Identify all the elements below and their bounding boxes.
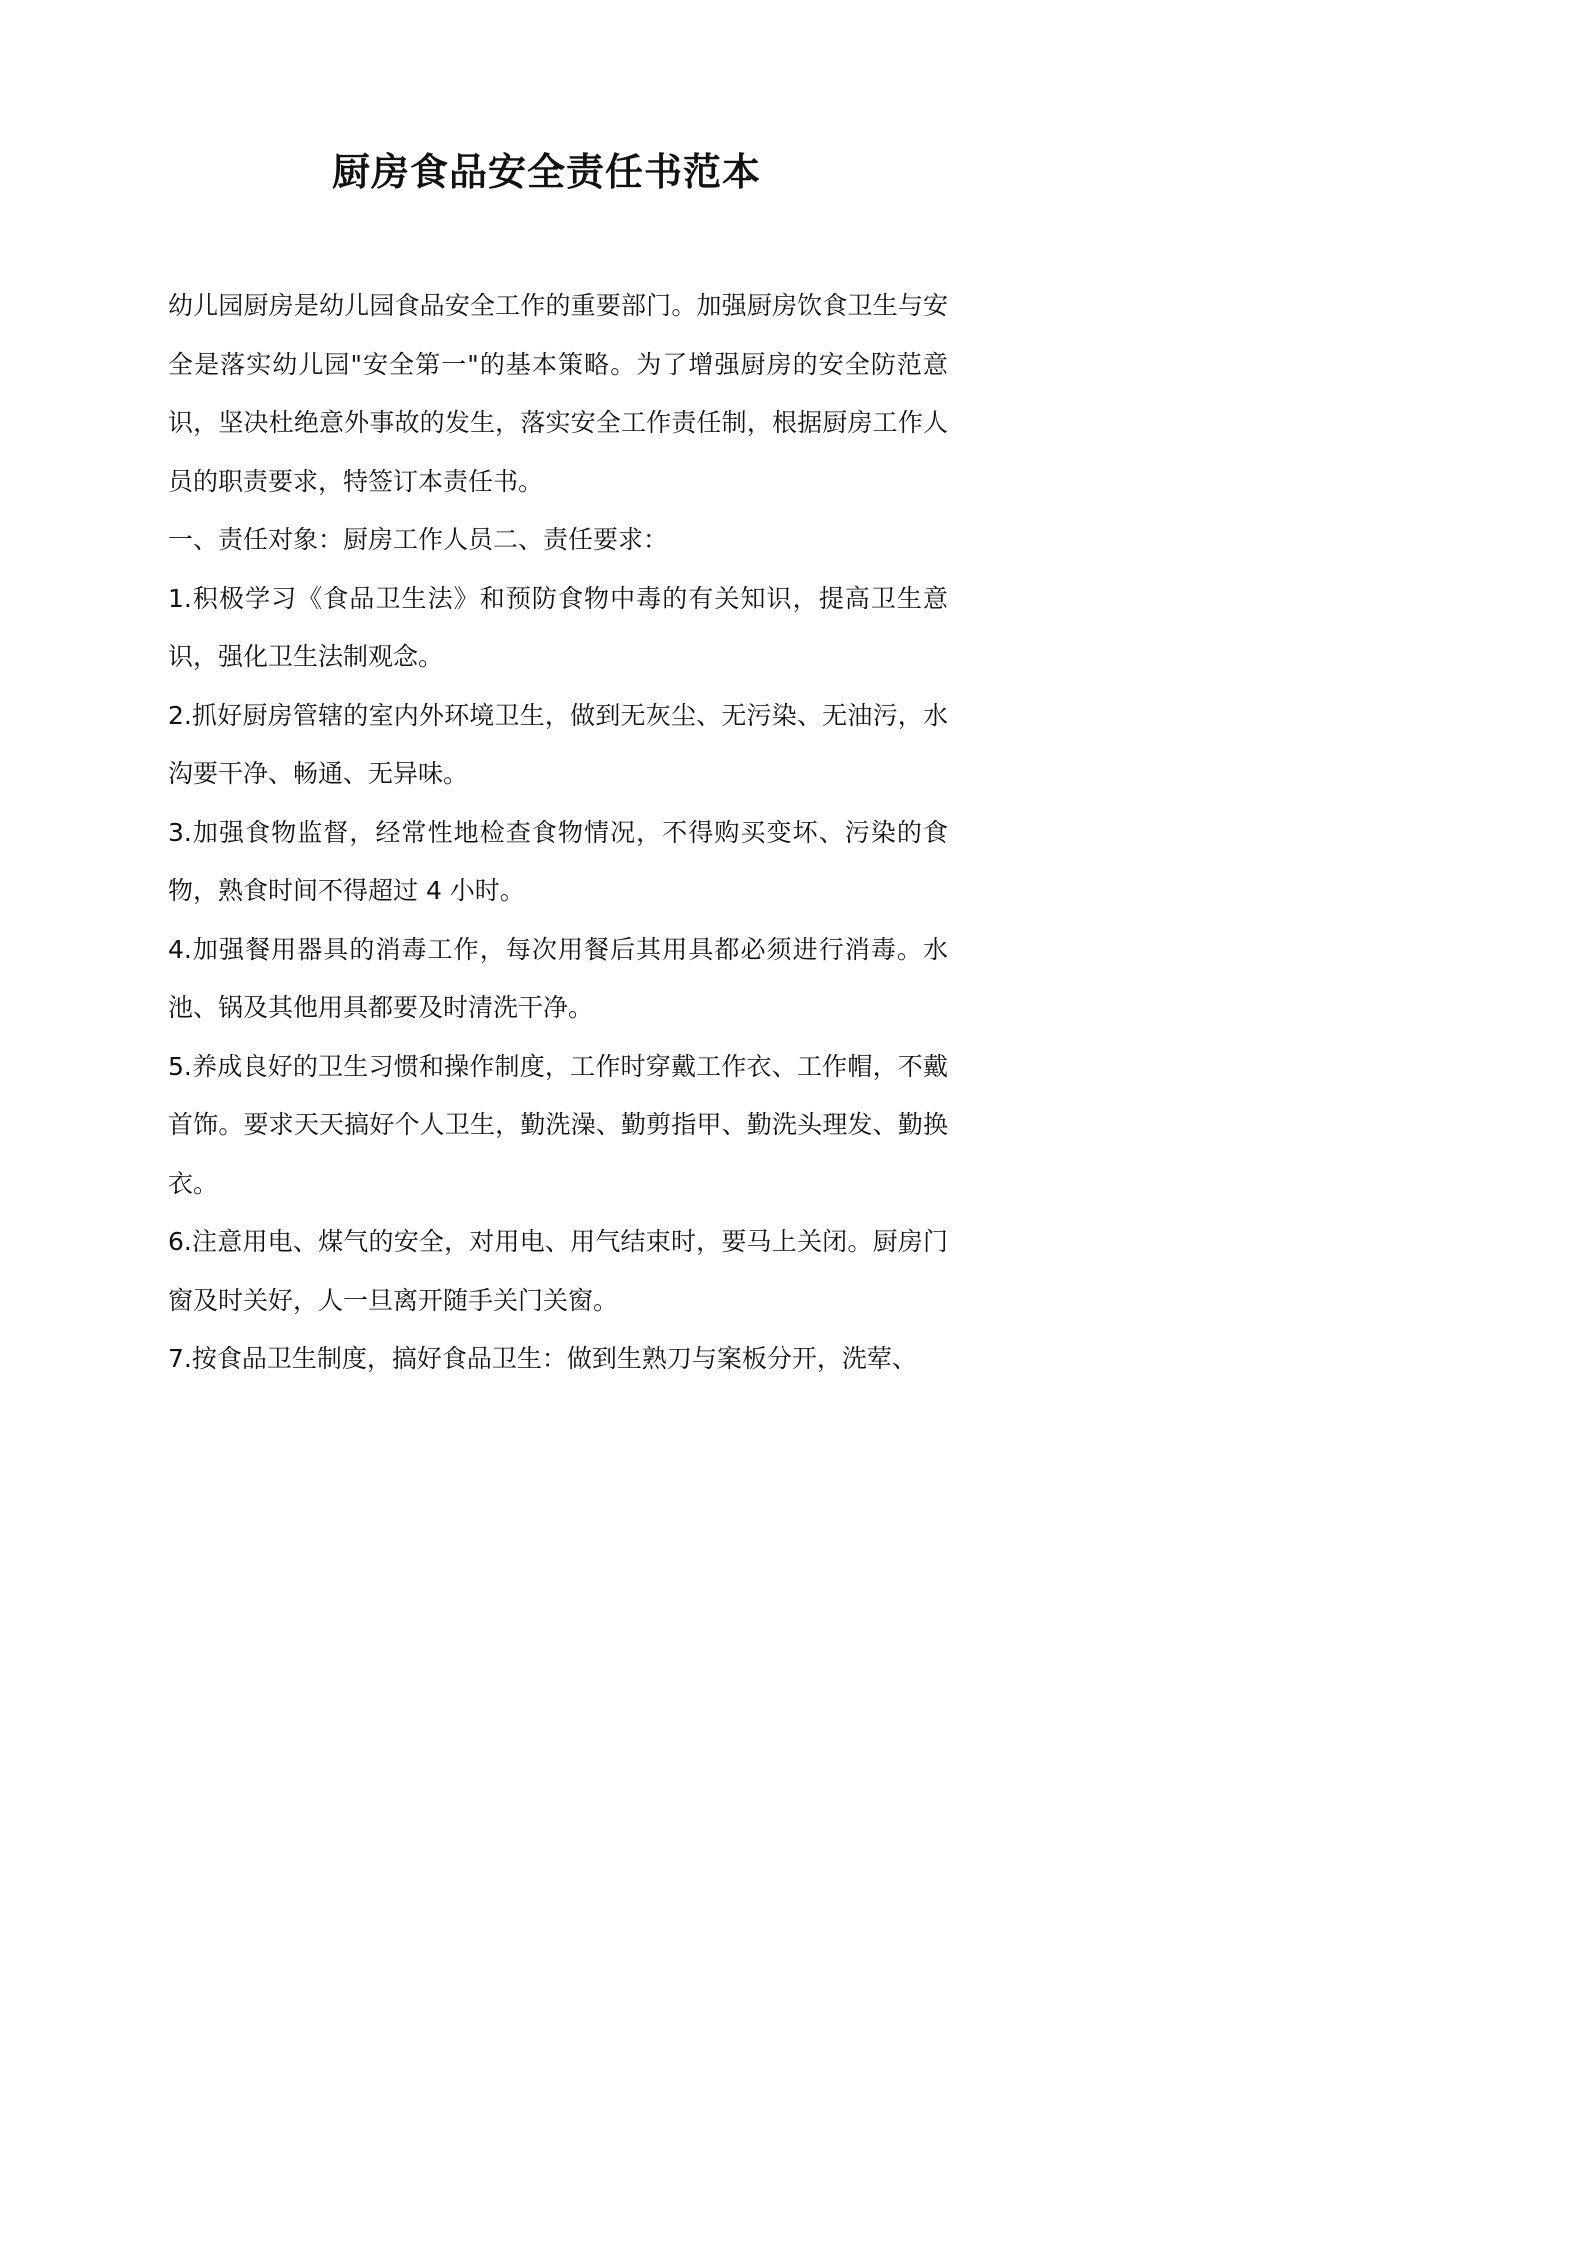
paragraph-item-5: 5.养成良好的卫生习惯和操作制度，工作时穿戴工作衣、工作帽，不戴首饰。要求天天搞好个人卫生，勤洗澡、勤剪指甲、勤洗头理发、勤换衣。 — [168, 1051, 948, 1198]
paragraph-item-2: 2.抓好厨房管辖的室内外环境卫生，做到无灰尘、无污染、无油污，水沟要干净、畅通、无异味。 — [168, 700, 948, 788]
paragraph-section-heading: 一、责任对象：厨房工作人员二、责任要求： — [168, 525, 669, 554]
paragraph-item-3: 3.加强食物监督，经常性地检查食物情况，不得购买变坏、污染的食物，熟食时间不得超过 4 小时。 — [168, 817, 948, 905]
document-body — [168, 277, 948, 1389]
paragraph-item-4: 4.加强餐用器具的消毒工作，每次用餐后其用具都必须进行消毒。水池、锅及其他用具都要及时清洗干净。 — [168, 934, 948, 1022]
paragraph-intro: 幼儿园厨房是幼儿园食品安全工作的重要部门。加强厨房饮食卫生与安全是落实幼儿园"安全第一"的基本策略。为了增强厨房的安全防范意识，坚决杜绝意外事故的发生，落实安全工作责任制，根据厨房工作人员的职责要求，特签订本责任书。 — [168, 291, 948, 496]
paragraph-item-1: 1.积极学习《食品卫生法》和预防食物中毒的有关知识，提高卫生意识，强化卫生法制观念。 — [168, 583, 948, 671]
document-page — [0, 0, 1093, 1547]
document-title: 厨房食品安全责任书范本 — [331, 150, 761, 194]
paragraph-item-7: 7.按食品卫生制度，搞好食品卫生：做到生熟刀与案板分开，洗荤、 — [168, 1344, 917, 1373]
paragraph-item-6: 6.注意用电、煤气的安全，对用电、用气结束时，要马上关闭。厨房门窗及时关好，人一旦离开随手关门关窗。 — [168, 1227, 948, 1315]
